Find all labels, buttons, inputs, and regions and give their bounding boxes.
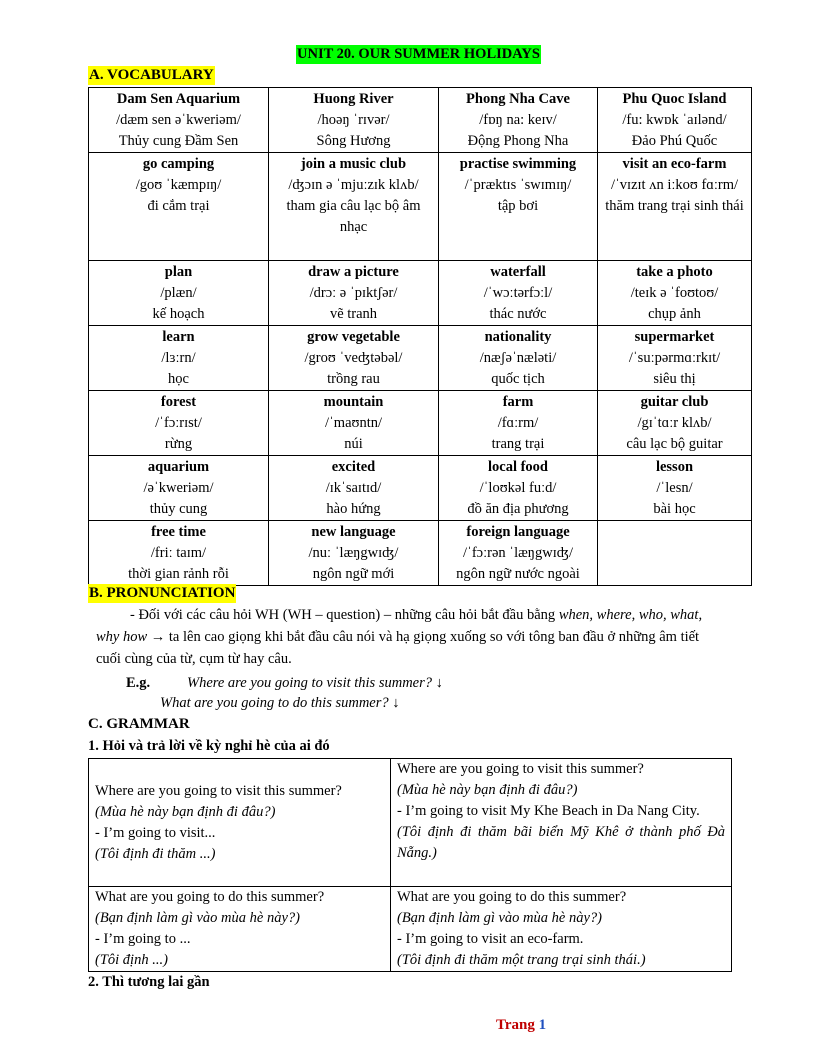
vocab-ipa: /drɔː ə ˈpɪktʃər/ xyxy=(309,285,398,301)
vocab-ipa: /ˈpræktɪs ˈswɪmɪŋ/ xyxy=(464,177,572,193)
vocab-ipa: /ˈloʊkəl fuːd/ xyxy=(479,480,557,496)
arrow-right-icon: → xyxy=(150,629,166,645)
vocab-meaning: thời gian rảnh rỗi xyxy=(128,566,229,582)
vocab-ipa: /ʤɔɪn ə ˈmjuːzɪk klʌb/ xyxy=(288,177,419,193)
example-1: Where are you going to visit this summer? ↓ xyxy=(187,675,443,691)
question-translation: (Mùa hè này bạn định đi đâu?) xyxy=(397,782,578,798)
vocab-meaning: siêu thị xyxy=(653,371,696,387)
vocab-word: grow vegetable xyxy=(307,329,400,345)
vocab-meaning: Sông Hương xyxy=(316,133,391,149)
vocab-cell xyxy=(269,456,439,521)
vocab-cell xyxy=(439,391,598,456)
vocab-ipa: /fu: kwɒk ˈaɪlənd/ xyxy=(622,112,727,128)
vocab-cell xyxy=(269,153,439,261)
vocab-meaning: ngôn ngữ nước ngoài xyxy=(456,566,580,582)
question-translation: (Bạn định làm gì vào mùa hè này?) xyxy=(397,910,602,926)
vocab-cell xyxy=(598,153,752,261)
answer: - I’m going to ... xyxy=(95,931,191,947)
answer-translation: (Tôi định đi thăm một trang trại sinh thái.) xyxy=(397,952,646,968)
vocab-word: local food xyxy=(487,459,548,475)
pronunciation-line-2 xyxy=(96,627,776,648)
vocab-cell xyxy=(89,326,269,391)
pron-text: - Đối với các câu hỏi WH (WH – question) – những câu hỏi bắt đầu bằng xyxy=(130,607,559,623)
table-row xyxy=(89,456,752,521)
vocab-cell xyxy=(598,261,752,326)
vocab-word: Huong River xyxy=(313,91,394,107)
vocab-word: supermarket xyxy=(634,329,715,345)
vocab-word: foreign language xyxy=(466,524,570,540)
vocab-ipa: /næʃəˈnæləti/ xyxy=(479,350,557,366)
answer-translation: (Tôi định đi thăm ...) xyxy=(95,845,216,862)
vocab-meaning: trồng rau xyxy=(327,371,380,387)
vocab-word: practise swimming xyxy=(459,156,577,172)
vocab-word: waterfall xyxy=(490,264,546,280)
vocab-word: new language xyxy=(311,524,396,540)
table-row xyxy=(89,326,752,391)
vocab-cell xyxy=(89,153,269,261)
vocab-ipa: /ˈvɪzɪt ʌn iːkoʊ fɑːrm/ xyxy=(610,177,739,193)
pronunciation-line-1 xyxy=(130,605,770,626)
vocab-cell xyxy=(89,88,269,153)
vocab-cell xyxy=(598,521,752,586)
vocab-ipa: /ˈsuːpərmɑːrkɪt/ xyxy=(628,350,721,366)
unit-title: UNIT 20. OUR SUMMER HOLIDAYS xyxy=(297,46,540,62)
answer: - I’m going to visit an eco-farm. xyxy=(397,931,584,947)
section-b-heading: B. PRONUNCIATION xyxy=(89,585,236,601)
vocab-meaning: Đảo Phú Quốc xyxy=(631,133,718,149)
vocab-meaning: bài học xyxy=(653,501,696,517)
vocab-ipa: /əˈkweriəm/ xyxy=(143,480,214,496)
section-a-heading: A. VOCABULARY xyxy=(89,67,214,83)
vocab-meaning: câu lạc bộ guitar xyxy=(626,436,723,452)
table-row xyxy=(89,521,752,586)
vocab-cell xyxy=(269,326,439,391)
vocab-cell xyxy=(439,456,598,521)
vocab-cell xyxy=(89,391,269,456)
grammar-cell-pattern-visit xyxy=(89,759,391,887)
question: Where are you going to visit this summer? xyxy=(95,782,342,799)
answer: - I’m going to visit... xyxy=(95,824,216,841)
pron-text-2: ta lên cao giọng khi bắt đầu câu nói và hạ giọng xuống so với tông ban đầu ở những âm tiết xyxy=(168,629,700,645)
vocab-word: plan xyxy=(164,264,193,280)
vocab-word: draw a picture xyxy=(308,264,399,280)
grammar-cell-example-visit xyxy=(391,759,732,887)
grammar-subheading-1: 1. Hỏi và trả lời về kỳ nghỉ hè của ai đó xyxy=(88,738,330,754)
vocab-ipa: /ˈfɔːrən ˈlæŋgwɪʤ/ xyxy=(462,545,574,561)
vocab-cell xyxy=(89,521,269,586)
vocab-cell xyxy=(269,521,439,586)
vocab-cell xyxy=(439,326,598,391)
vocab-meaning: trang trại xyxy=(491,436,545,452)
vocab-cell xyxy=(598,391,752,456)
vocab-meaning: quốc tịch xyxy=(491,371,545,387)
vocab-cell xyxy=(598,326,752,391)
vocab-meaning: thủy cung xyxy=(149,501,208,517)
vocab-ipa: /lɜːrn/ xyxy=(161,350,196,366)
example-label: E.g. xyxy=(126,675,151,691)
vocab-word: lesson xyxy=(655,459,694,475)
page-number: 1 xyxy=(538,1017,547,1033)
question-translation: (Mùa hè này bạn định đi đâu?) xyxy=(95,803,276,820)
wh-words-2: why how xyxy=(96,629,148,645)
vocab-ipa: /teɪk ə ˈfoʊtoʊ/ xyxy=(630,285,719,301)
vocab-meaning: ngôn ngữ mới xyxy=(312,566,395,582)
vocab-cell xyxy=(89,261,269,326)
vocab-meaning: tham gia câu lạc bộ âm nhạc xyxy=(286,198,421,235)
vocab-ipa: /nuː ˈlæŋgwɪʤ/ xyxy=(308,545,399,561)
grammar-subheading-2: 2. Thì tương lai gần xyxy=(88,974,210,990)
table-row xyxy=(89,759,732,887)
pronunciation-line-3: cuối cùng của từ, cụm từ hay câu. xyxy=(96,651,292,667)
vocab-word: Dam Sen Aquarium xyxy=(116,91,241,107)
vocab-word: forest xyxy=(160,394,197,410)
grammar-cell-pattern-do xyxy=(89,887,391,972)
vocab-ipa: /ˈfɔːrɪst/ xyxy=(155,415,202,431)
vocab-ipa: /plæn/ xyxy=(160,285,197,301)
vocab-ipa: /fɑːrm/ xyxy=(497,415,539,431)
vocab-meaning: rừng xyxy=(164,436,193,452)
vocab-cell xyxy=(439,88,598,153)
grammar-cell-example-do xyxy=(391,887,732,972)
answer-translation: (Tôi định đi thăm bãi biển Mỹ Khê ở thành phố Đà Nẵng.) xyxy=(397,824,725,861)
vocab-word: Phong Nha Cave xyxy=(466,91,570,107)
vocab-meaning: hào hứng xyxy=(326,501,381,517)
vocab-cell xyxy=(598,456,752,521)
vocab-word: learn xyxy=(162,329,195,345)
vocab-word: Phu Quoc Island xyxy=(622,91,727,107)
grammar-table xyxy=(88,758,732,972)
vocab-meaning: đi cắm trại xyxy=(147,198,210,214)
vocab-ipa: /ɪkˈsaɪtɪd/ xyxy=(325,480,382,496)
table-row xyxy=(89,887,732,972)
question-translation: (Bạn định làm gì vào mùa hè này?) xyxy=(95,910,300,926)
vocab-word: join a music club xyxy=(300,156,407,172)
page-label: Trang xyxy=(496,1017,535,1033)
vocab-ipa: /ˈmaʊntn/ xyxy=(324,415,383,431)
vocab-ipa: /goʊ ˈkæmpɪŋ/ xyxy=(135,177,222,193)
vocab-ipa: /friː taɪm/ xyxy=(150,545,207,561)
vocab-word: excited xyxy=(331,459,376,475)
section-c-heading: C. GRAMMAR xyxy=(88,716,190,732)
wh-words: when, where, who, what, xyxy=(558,607,703,623)
table-row xyxy=(89,391,752,456)
vocab-cell xyxy=(269,391,439,456)
vocab-ipa: /gɪˈtɑːr klʌb/ xyxy=(637,415,712,431)
vocab-cell xyxy=(89,456,269,521)
vocab-cell xyxy=(269,261,439,326)
vocab-word: visit an eco-farm xyxy=(622,156,727,172)
question: What are you going to do this summer? xyxy=(95,889,325,905)
vocab-word: mountain xyxy=(323,394,384,410)
vocab-ipa: /ˈlesn/ xyxy=(656,480,693,496)
table-row xyxy=(89,153,752,261)
vocab-ipa: /hoəŋ ˈrɪvər/ xyxy=(317,112,390,128)
vocab-word: nationality xyxy=(484,329,552,345)
vocab-cell xyxy=(598,88,752,153)
vocab-meaning: thăm trang trại sinh thái xyxy=(605,198,744,214)
vocab-word: free time xyxy=(151,524,206,540)
answer: - I’m going to visit My Khe Beach in Da Nang City. xyxy=(397,803,700,819)
vocab-meaning: Động Phong Nha xyxy=(467,133,569,149)
vocab-ipa: /ˈwɔːtərfɔːl/ xyxy=(483,285,553,301)
vocabulary-table xyxy=(88,87,752,586)
vocab-meaning: Thủy cung Đầm Sen xyxy=(118,133,239,149)
question: What are you going to do this summer? xyxy=(397,889,627,905)
vocab-cell xyxy=(439,521,598,586)
page-footer xyxy=(496,1017,546,1034)
vocab-meaning: đồ ăn địa phương xyxy=(467,501,569,517)
vocab-word: aquarium xyxy=(147,459,210,475)
vocab-cell xyxy=(439,153,598,261)
vocab-ipa: /fɒŋ na: keɪv/ xyxy=(479,112,557,128)
vocab-cell xyxy=(439,261,598,326)
vocab-word: farm xyxy=(502,394,534,410)
vocab-meaning: thác nước xyxy=(489,306,547,322)
vocab-meaning: kế hoạch xyxy=(152,306,205,322)
vocab-word: go camping xyxy=(142,156,215,172)
table-row xyxy=(89,88,752,153)
vocab-meaning: tập bơi xyxy=(497,198,539,214)
table-row xyxy=(89,261,752,326)
vocab-meaning: núi xyxy=(344,436,363,452)
vocab-meaning: vẽ tranh xyxy=(329,306,378,322)
vocab-cell xyxy=(269,88,439,153)
question: Where are you going to visit this summer? xyxy=(397,761,644,777)
vocab-word: take a photo xyxy=(636,264,713,280)
example-2: What are you going to do this summer? ↓ xyxy=(160,695,400,711)
vocab-ipa: /groʊ ˈveʤtəbəl/ xyxy=(304,350,403,366)
vocab-ipa: /dæm sen əˈkweriəm/ xyxy=(116,112,241,128)
answer-translation: (Tôi định ...) xyxy=(95,952,168,968)
vocab-word: guitar club xyxy=(640,394,709,410)
vocab-meaning: chụp ảnh xyxy=(648,306,701,322)
vocab-meaning: học xyxy=(168,371,189,387)
